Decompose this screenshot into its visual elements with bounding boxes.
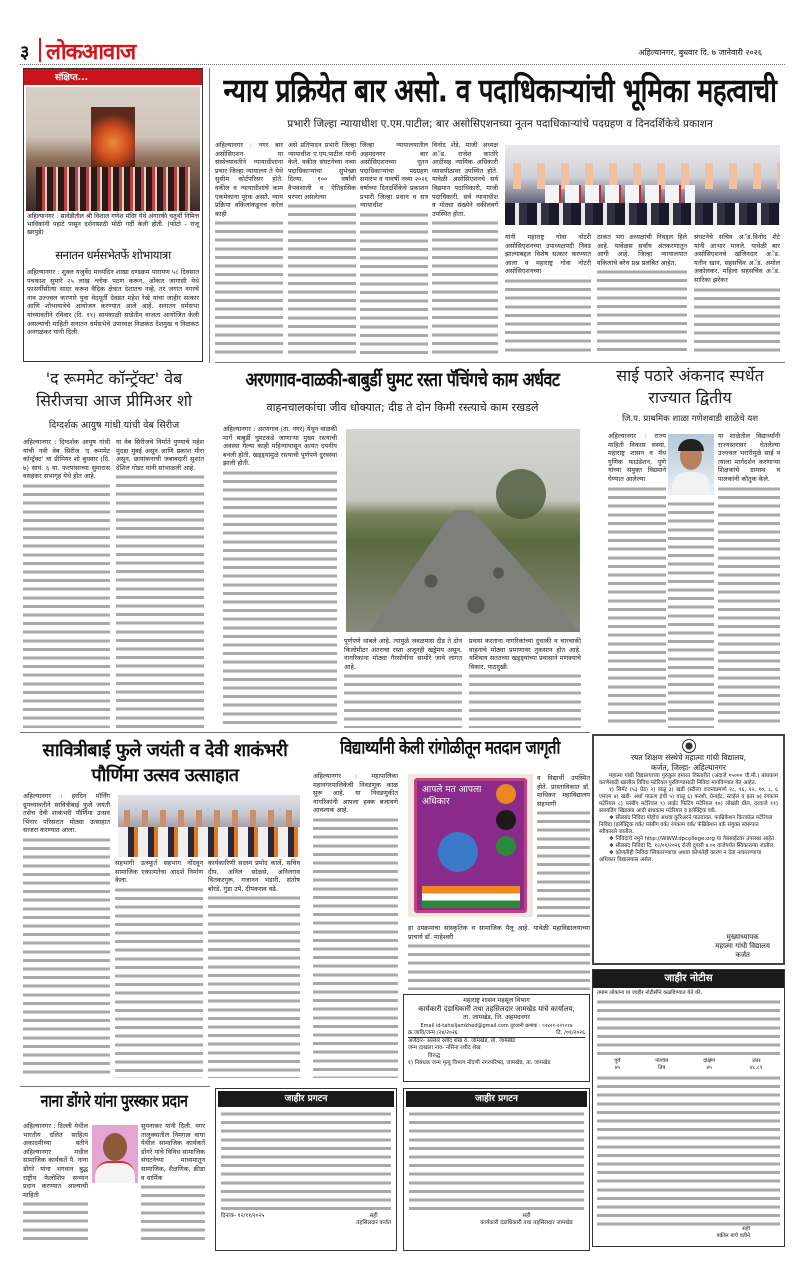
- road-photo: [346, 429, 580, 632]
- school-note: ❖ निविदांचे नमुने http://WWW.dpcollege.org या वेबसाईटवर उपलब्ध आहेत.: [609, 836, 776, 842]
- public-notice-advocate: वकील याचे वतीने: [716, 1232, 750, 1239]
- ad-title: जाहीर प्रगटन: [406, 1091, 587, 1107]
- school-note: ❖ कोणतीही निविदा स्विकारण्याचा अथवा कोणतेही कारण न देता नाकारण्याचा अधिकार विद्यालयास असेल.: [599, 850, 762, 863]
- sai-col-2: या शाळेतील विद्यार्थ्यांनी राज्यस्तरावर घेतलेल्या उज्ज्वल भरारीमुळे साई व त्याला मार्गदर्शन करणाऱ्या शिक्षकांचे ग्रामस्थ व पालकांनी कौतुक केले.: [718, 432, 780, 728]
- sai-col-photo-below: [668, 499, 714, 728]
- lead-col-2: असे प्रतिपादन प्रभारी जिल्हा न्यायाधीश ए.एम.पाटील यांनी केले. वकील संघटनेच्या नव्या पदाधिकाऱ्यांचा सुभेच्छा दिल्या. १०० वर्षांची वैभवशाली व ऐतिहासिक परंपरा असलेल्या: [288, 141, 356, 354]
- revenue-notice: [403, 994, 590, 1082]
- road-headline: अरणगाव-वाळकी-बाबुर्डी घुमट रस्ता पॅचिंगचे काम अर्धवट: [245, 367, 560, 391]
- webseries-headline: 'द रूममेट कॉन्ट्रॅक्ट' वेब सिरीजचा आज प्रीमिअर शो: [35, 369, 193, 410]
- public-notice-title: जाहीर नोटीस: [593, 970, 784, 988]
- savitribai-col-3: कार्यकारिणी सदस्य प्रमोद कार्ले, सचिव दीप, अनिल सोळसे, अनिलराव वितकरगुरू, गजानन भंडारी, संतोष बोरडे, गुंडा उपे, दीपकराव वढे.: [208, 859, 300, 1078]
- lead-subheadline: प्रभारी जिल्हा न्यायाधीश ए.एम.पाटील; बार असोसिएशनच्या नूतन पदाधिकाऱ्यांचे पदग्रहण व दिनदर्शिकेचे प्रकाशन: [287, 118, 713, 130]
- notice-email: Email id-tahsiljamkhed@gmail.com दूरध्वनी क्रमांक : ०२४२१-२२१०१७: [420, 1022, 573, 1029]
- savitribai-col-2: सहभागी उत्स्फूर्त सहभाग नोंदवून सामाजिक एकात्मतेचा आदर्श निर्माण केला.: [115, 859, 203, 1078]
- lead-col-1: अहिल्यानगर : नगर बार असोसिएशन या संस्थेच्यावतीने न्यायाधीशांना प्रचार जिल्हा न्यायालय ते येथे सुसीम कोर्टपरिसर होते. वकील व न्यायाधीशांचे काम एकमेकांना पूरक असते. न्याय प्रक्रिया वकिलांकडूनच करेल काही: [215, 141, 283, 354]
- savitribai-headline: सावित्रीबाई फुले जयंती व देवी शाकंभरी पौर्णिमा उत्सव उत्साहात: [42, 740, 288, 786]
- ad-box-2: [403, 1088, 590, 1251]
- savitribai-col-1: अहिल्यानगर : हरदिन मॉर्निंग ग्रुपच्यावतीने सावित्रीबाई फुले जयंती तसेच देवी शाकंभरी पौर्णिमा उत्सव भिंगार परिसरात मोठ्या उत्साहात साजरा करण्यात आला.: [23, 792, 110, 1078]
- road-col-1: अहिल्यानगर : अरणगाव (ता. नगर) येथून वाळकी मार्गे बाबुर्डी घुमटकडे जाणाऱ्या मुख्य रस्त्याची अवस्था गेल्या काही महिन्यांपासून अत्यंत दयनीय बनली होती. खड्ड्यांमुळे रस्त्याची पूर्णपणे दुरवस्था झाली होती.: [223, 425, 337, 728]
- road-col-2: पूर्णपणे थांबले आहे. त्यामुळे जवळपास दीड ते दोन किलोमीटर अंतराचा रस्ता अजूनही खड्डेमय असून, नागरिकांना मोठ्या गैरसोयींना सामोरे जावे लागत आहे.: [344, 637, 462, 728]
- calendar-release-photo: [505, 145, 780, 225]
- rayat-logo-icon: [682, 739, 696, 753]
- road-subheadline: वाहनचालकांचा जीव धोक्यात; दीड ते दोन किमी रस्त्याचे काम रखडले: [266, 401, 539, 414]
- school-name: रयत शिक्षण संस्थेचे महात्मा गांधी विद्यालय,: [630, 753, 747, 762]
- boundary-header: दक्षिण: [703, 1058, 716, 1065]
- masthead-logo: लोकआवाज: [46, 40, 136, 65]
- nana-dongre-photo: [92, 1125, 138, 1183]
- boundary-value: ४५: [706, 1065, 712, 1072]
- webseries-col-1: अहिल्यानगर : दिग्दर्शक आयुष गांधी यांची नवी वेब सिरीज 'द रूममेट कॉन्ट्रॅक्ट' चा प्रीमियर शो बुधवार (दि. ७) सायं. ६ वा. फरपांसाच्या सुमारास वसहकर सभागृह येथे होत आहे.: [23, 438, 110, 728]
- boundary-header: पूर्व: [614, 1058, 621, 1065]
- road-col-3: प्रवास करताना नागरिकांच्या दुचाकी व चारचाकी वाहनांचे मोठ्या प्रमाणावर नुकसान होत आहे. यशिवाय सततच्या खड्ड्यांच्या प्रवासाने मणक्याचे विकार, पाठदुखी.: [469, 637, 581, 728]
- sai-col-1: अहिल्यानगर : राज्य माहिती विकास संस्था, महाराष्ट्र शासन व मॅथ गुणिक फाउंडेशन, पुणे यांच्या संयुक्त विद्यमाने घेण्यात आलेल्या: [608, 432, 666, 728]
- section-rule: [20, 732, 590, 733]
- boundary-header: पश्चिम: [655, 1058, 669, 1065]
- student-photo: [668, 434, 714, 495]
- signatory: मुख्याध्यापक: [726, 933, 759, 941]
- photo-caption: अहिल्यानगर : सावेडीतील श्री विशाल गणेश मंदिर येथे अंगारकी चतुर्थी निमित्त भाविकांनी पहाटे पासून दर्शनासाठी मोठी गर्दी केली होती. (फोटो - राजू खरपुडे): [27, 213, 199, 236]
- school-tender-notice: [592, 734, 785, 965]
- lead-headline: न्याय प्रक्रियेत बार असो. व पदाधिकाऱ्यांची भूमिका महत्वाची: [223, 72, 777, 110]
- notice-versus: विरुद्ध: [428, 1052, 441, 1059]
- voter-col-1: अहिल्यानगर : महापालिका महानगरपालिकेची निवडणूक काळ सुरू आहे. या निवडणुकीत नागरिकांनी आपला हक्क बजावणे आवश्यक आहे.: [313, 772, 398, 1078]
- brief-headline: सनातन धर्मसभेतर्फे शोभायात्रा: [55, 248, 171, 262]
- school-note: ❖ सीलबंद निविदा दि. १२/०१/२०२६ रोजी दुपारी ४.०० वाजेपर्यंत स्विकारल्या जातील.: [609, 843, 775, 849]
- brief-body: अहिल्यानगर : शुक्ल यजुर्वेद माध्यंदिन शाखा दण्डक्रम पारायण ५८ दिवसात पंचकाश सुमारे २५ लाख श्लोक पठण करून, ओंकार जागासी येथे फासर्यीसीत्या सादर करून वैदिक क्षेत्रात देशातच नव्हे, तर जगात नगरचे नाव उज्ज्वल करणारे युवा वेदमूर्ती देवव्रत महेश रेखे यांचा जाहीर सत्कार आणि शोभायात्रेचे आयोजन करण्यात आले आहे. सनातन धर्मसभा यांच्यावतीने रविवार (दि. ११) सायंकाळी साडेतीन वाजता आयोजित केली असल्याची माहिती सनातन धर्मसभेचे उपाध्यक्ष निळकंठ देशमुख व निळकंठ अनगळकर यांनी दिली.: [27, 268, 199, 337]
- sai-headline: साई पठारे अंकनाद स्पर्धेत राज्यात द्वितीय: [616, 366, 764, 407]
- school-notice-items: १) सिमेंट (५३ ग्रेड) २) वाळू ३) खडी (स्टील) वजनाप्रमाणे २८, १६, १२, १०, ८, ६ एमएम ४) खडी- अर्धा पाऊण इंची ५) वाळू ६) फरशी, ग्रेनाईट, स्टाईल व इतर ७) रंगकाम मटेरियल ८) प्लंबींग मटेरियल ९) लाईट फिटिंग मटेरियल १०) लोखंडी ग्रील, दरवाजे ११) स्लायडिंग खिडक्या आदी बांधकाम मटेरियल व इलेक्ट्रिक वर्क.: [599, 787, 778, 814]
- page-number: ३: [20, 42, 30, 63]
- boundary-header: उत्तर: [751, 1058, 761, 1065]
- school-place: कर्जत, जिल्हा- अहिल्यानगर: [651, 763, 726, 772]
- webseries-subheadline: दिग्दर्शक आयुष गांधी यांची वेब सिरीज: [48, 420, 180, 431]
- boundary-value: ४५: [614, 1065, 621, 1072]
- boundary-value: तिव: [658, 1065, 666, 1072]
- notice-birth-name: जन्म दाखला नाव- नसिना रशीद शेख: [408, 1045, 481, 1052]
- briefs-banner: [24, 69, 202, 85]
- notice-applicant: अर्जदार- अल्तार रशीद शेख रा. जामखेड, ता. जामखेड: [408, 1037, 516, 1044]
- dongre-headline: नाना डोंगरे यांना पुरस्कार प्रदान: [40, 1092, 188, 1112]
- ad-date: दिनांक- १२/११/२०२५: [221, 1213, 265, 1219]
- public-notice-signature: सही: [742, 1225, 750, 1232]
- ad-signature: सही: [522, 1213, 531, 1219]
- notice-office: कार्यकारी दंडाधिकारी तथा तहसिलदार जामखेड यांचे कार्यालय,: [418, 1005, 575, 1014]
- public-notice-intro: तमाम लोकांना या जाहीर नोटीसीने कळविण्यात येते की,: [597, 990, 703, 996]
- briefs-label: संक्षिप्त...: [55, 73, 89, 83]
- lead-col-7: संघटनेचे सचिव अॅड.विनोद शेटे यांनी आभार मानले. यावेळी बार असोसिएशनचे खजिनदार अॅड. यतीन खान, सहसचिव अॅड. अमोल अकोलकर, महिला सहसचिव अॅड. सारिका झरेकर: [694, 233, 780, 354]
- dongre-col-1: अहिल्यानगर : दिल्ली येथील भारतीय दलित साहित्य अकादमीच्या वतीने अहिल्यानगर मधील सामाजिक कार्यकर्ते पै. नाना डोंगरे यांना भगवान बुद्ध राष्ट्रीय फेलोशिप सन्मान प्रदान करण्यात आल्याची माहिती: [23, 1122, 88, 1243]
- lead-col-6: ठाकत भरा अध्यक्षांची निवड्ल हिले आहे. यावेळस सर्वांच अंतकरणातून आगी आहे. जिल्हा न्यायालयात वकिलांचे बरेच प्रश्न प्रलंबित आहेत.: [597, 233, 687, 354]
- school-note: ❖ सीलबंद निविदा पोहोच अथवा कुरिअरने पाठवावत. फाब्रिकेशन किरकोळ मटेरियल निविदा (इलेक्ट्रिक वर्क/ प्लंबींग वर्क/ रंगकाम वर्क/ फॅब्रिकेशन वर्क संयुक्त स्वरूपात स्वीकारले जातील.: [599, 815, 773, 835]
- rangoli-text: आपले मत आपला अधिकार: [422, 785, 482, 807]
- public-notice: [592, 969, 785, 1247]
- signatory-place: कर्जत: [735, 951, 750, 959]
- ad-signer: तहसिलदार कर्जत: [356, 1220, 391, 1227]
- lead-col-3: जिल्हा न्यायालयातील अहमदनगर बार असोसिएशनच्या नूतन पदाधिकाऱ्यांचा पदग्रहण समारंभ व यावर्षी नव्या २०२६ वर्षाच्या दिनदर्शिकेचे प्रकाशन प्रभारी जिल्हा प्रधान व सत्र न्यायाधीश: [360, 141, 428, 354]
- lead-col-4: विनोद शेंडे, माजी अध्यक्ष अॅड. राजेश कातोरे आदींसह न्यायिक अधिकारी व्यासपीठावर उपस्थित होते. यावेळी असोसिएशनचे सर्व विद्यमान पदाधिकारी, माजी पदाधिकारी, सर्व न्यायाधीश व मोठ्या संख्येने वकीलवर्ग उपस्थित होता.: [432, 141, 498, 354]
- notice-dept: महाराष्ट्र शासन महसूल विभाग: [463, 997, 530, 1004]
- rangoli-photo: [408, 774, 533, 917]
- ad-box-1: [215, 1088, 397, 1251]
- signatory-school: महात्मा गांधी विद्यालय: [715, 942, 770, 950]
- sai-subheadline: जि.प. प्राथमिक शाळा गणेशवाडी शाळेचे यश: [621, 414, 759, 424]
- voter-headline: विद्यार्थ्यांनी केली रांगोळीतून मतदान जागृती: [340, 736, 560, 759]
- notice-respondent: १) निबंधक जन्म मृत्यु विभाग नोंदणी नगरपरिषद, जामखेड, ता. जामखेड: [408, 1060, 551, 1067]
- ad-title: जाहीर प्रगटन: [218, 1091, 394, 1107]
- notice-ref: क्र.जावि/जन्म /२४/२०२६: [408, 1029, 458, 1036]
- temple-photo: [26, 87, 200, 211]
- ad-signature: सही: [369, 1213, 378, 1219]
- webseries-col-2: या वेब सिरीजचे निर्माते पुण्याचे महेश मुंदडा मुंबई असून आणि प्रकाश मीरा असून, छायांकनाची जबाबदारी सुशांत देशिल गोडट यांनी सांभाळली आहे.: [116, 438, 204, 728]
- column-rule: [209, 68, 210, 363]
- section-rule: [215, 362, 785, 363]
- voter-col-2: व विद्यार्थी उपस्थित होते. प्रास्ताविकात डॉ. माधिकर महाविद्यालय सहभागी: [537, 774, 590, 917]
- dateline: अहिल्यानगर, बुधवार दि. ७ जानेवारी २०२६: [638, 48, 762, 57]
- voter-col-3: हा उपक्रमाचा सांस्कृतिक व सामाजिक पैलू आहे. यावेळी महाविद्यालयाच्या प्राचार्य डॉ. माहेश्वरी: [408, 924, 590, 990]
- divider: [39, 38, 41, 62]
- dongre-col-2: सुमनाकर यांनी दिली. नगर तालुक्यातील निमगाव वाघा येथील सामाजिक कार्यकर्ते डोंगरे यांचे विविध सामाजिक संघटनेच्या माध्यमातून सामाजिक, शैक्षणिक, क्रीडा व धार्मिक: [141, 1122, 205, 1243]
- school-notice-body: महात्मा गांधी विद्यालयाच्या गुरुकुल इमारत विस्तारीत (अंदाजे १५००० चौ.मी.) बांधकाम करणेसाठी खालील विविध मटेरियल पुरविण्यासाठी निविदा मागविण्यात येत आहेत.: [599, 773, 778, 786]
- boundary-value: ४८.८९: [749, 1065, 763, 1072]
- ad-signer: कार्यकारी दंडाधिकारी तथा तहसिलदार जामखेड: [480, 1220, 573, 1227]
- lead-col-5: यांनी महाराष्ट्र गोवा नोटरी असोसिएशनच्या उपाध्यक्षपदी निवड झाल्याबद्दल विशेष सत्कार करण्यात आला व महाराष्ट्र गोवा नोटरी असोसिएशनच्या: [505, 233, 591, 354]
- notice-address: ता. जामखेड, जि. अहमदनगर: [462, 1014, 530, 1022]
- section-rule: [20, 1086, 210, 1087]
- notice-date: दि. /०१/२०२६: [556, 1029, 585, 1036]
- header-rule: [20, 64, 785, 65]
- celebration-photo: [118, 795, 300, 857]
